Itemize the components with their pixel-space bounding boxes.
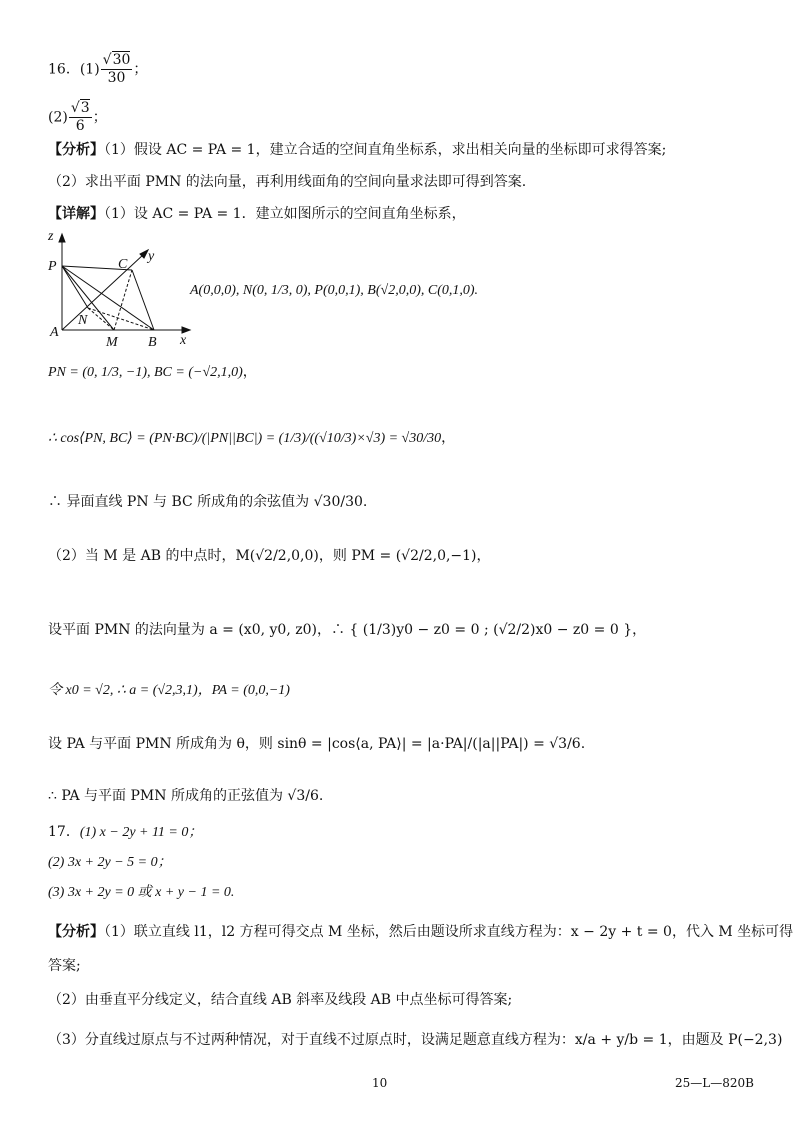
q16-answer-2: (2) $\frac{√3}{6}$ ；	[48, 100, 107, 134]
fig-label-p: P	[48, 259, 57, 274]
cos-conclusion	[48, 492, 367, 512]
q17-analysis-3	[48, 1030, 782, 1050]
cos-text: ∴ cos⟨PN, BC⟩ = (PN·BC)/(|PN||BC|) = (1/3)/((√10/3)×√3) = √30/30	[48, 431, 442, 446]
q16-analysis-1-text: （1）假设 AC = PA = 1，建立合适的空间直角坐标系，求出相关向量的坐标即可求得答案;	[104, 142, 667, 158]
part2-midpoint	[48, 546, 491, 566]
q16-ans2-fraction: $\frac{√3}{6}$	[70, 100, 90, 134]
q16-detail-1-text: （1）设 AC = PA = 1．建立如图所示的空间直角坐标系，	[104, 206, 466, 222]
q16-part2-label: (2)	[48, 109, 68, 126]
part2-text: （2）当 M 是 AB 的中点时，M(√2/2,0,0)，则 PM = (√2/2,0,−1)，	[48, 548, 491, 564]
normal-text: 设平面 PMN 的法向量为 a = (x0, y0, z0)，∴ { (1/3)y0 − z0 = 0 ; (√2/2)x0 − z0 = 0 }	[48, 622, 633, 638]
q17-analysis-2-text: （2）由垂直平分线定义，结合直线 AB 斜率及线段 AB 中点坐标可得答案;	[48, 992, 513, 1008]
fig-label-m: M	[106, 335, 118, 350]
q16-detail-1	[48, 204, 466, 224]
q16-answer-1	[48, 52, 147, 87]
q17-analysis-1b-text: 答案;	[48, 958, 81, 974]
pn-bc-vectors: PN = (0, 1/3, −1), BC = (−√2,1,0)，	[48, 364, 257, 380]
q17-analysis-tag: 【分析】	[48, 924, 104, 940]
coordinate-figure	[44, 226, 204, 350]
q16-ans2-num: 3	[80, 100, 90, 116]
q17-number: 17．	[48, 824, 80, 840]
q16-part1-label: (1)	[79, 61, 100, 78]
q16-analysis-2	[48, 172, 526, 192]
q17-analysis-2	[48, 990, 512, 1010]
q17-answer-3	[48, 882, 234, 903]
q16-ans2-den: 6	[75, 118, 85, 134]
q16-analysis-tag: 【分析】	[48, 142, 104, 158]
q17-answer-2	[48, 852, 172, 873]
fig-label-b: B	[148, 335, 157, 350]
fig-label-x: x	[180, 333, 187, 348]
document-code: 25—L—820B	[675, 1076, 754, 1090]
q16-ans1-den: 30	[107, 70, 126, 86]
q16-semicolon: ；	[133, 61, 148, 78]
cos-calculation: ∴ cos⟨PN, BC⟩ = (PN·BC)/(|PN||BC|) = (1/3)/((√10/3)×√3) = √30/30，	[48, 430, 456, 446]
point-coordinates	[190, 280, 478, 301]
fig-label-n: N	[78, 313, 88, 328]
fig-label-z: z	[48, 229, 54, 244]
q16-analysis-2-text: （2）求出平面 PMN 的法向量，再利用线面角的空间向量求法即可得到答案.	[48, 174, 527, 190]
q16-detail-tag: 【详解】	[48, 206, 104, 222]
q17-ans1: (1) x − 2y + 11 = 0；	[79, 825, 203, 840]
q17-ans2: (2) 3x + 2y − 5 = 0；	[48, 855, 172, 870]
q17-ans3: (3) 3x + 2y = 0 或 x + y − 1 = 0.	[48, 885, 235, 900]
q16-ans1-num: 30	[112, 52, 131, 68]
q16-number: 16．	[48, 61, 80, 78]
fig-label-a: A	[50, 325, 59, 340]
q17-answer-1	[48, 822, 202, 843]
q17-analysis-3-text: （3）分直线过原点与不过两种情况，对于直线不过原点时，设满足题意直线方程为：x/a + y/b = 1，由题及 P(−2,3)	[48, 1032, 783, 1048]
fig-label-y: y	[148, 249, 155, 264]
pn-bc-text: PN = (0, 1/3, −1), BC = (−√2,1,0)	[48, 365, 243, 380]
q17-analysis-1-text: （1）联立直线 l1，l2 方程可得交点 M 坐标，然后由题设所求直线方程为：x − 2y + t = 0，代入 M 坐标可得	[104, 924, 794, 940]
sin-text: 设 PA 与平面 PMN 所成角为 θ，则 sinθ = |cos⟨a, PA⟩| = |a·PA|/(|a||PA|) = √3/6.	[48, 736, 586, 752]
sin-calculation	[48, 734, 585, 754]
q17-analysis-1	[48, 922, 793, 942]
fig-label-c: C	[118, 257, 128, 272]
page-number: 10	[372, 1076, 388, 1090]
let-text: 令 x0 = √2, ∴ a = (√2,3,1)，PA = (0,0,−1)	[48, 683, 290, 698]
coords-text: A(0,0,0), N(0, 1/3, 0), P(0,0,1), B(√2,0,0), C(0,1,0).	[190, 283, 479, 298]
normal-vector: 设平面 PMN 的法向量为 a = (x0, y0, z0)，∴ { (1/3)y0 − z0 = 0 ; (√2/2)x0 − z0 = 0 }，	[48, 622, 647, 638]
let-x0-line	[48, 680, 290, 701]
q17-analysis-1b	[48, 956, 81, 976]
sin-conclusion-text: ∴ PA 与平面 PMN 所成角的正弦值为 √3/6.	[48, 788, 324, 804]
q16-analysis-1	[48, 140, 666, 160]
q16-ans1-fraction: $\frac{√30}{30}$	[102, 52, 131, 86]
cos-conclusion-text: ∴ 异面直线 PN 与 BC 所成角的余弦值为 √30/30.	[48, 494, 368, 510]
sin-conclusion	[48, 786, 323, 806]
